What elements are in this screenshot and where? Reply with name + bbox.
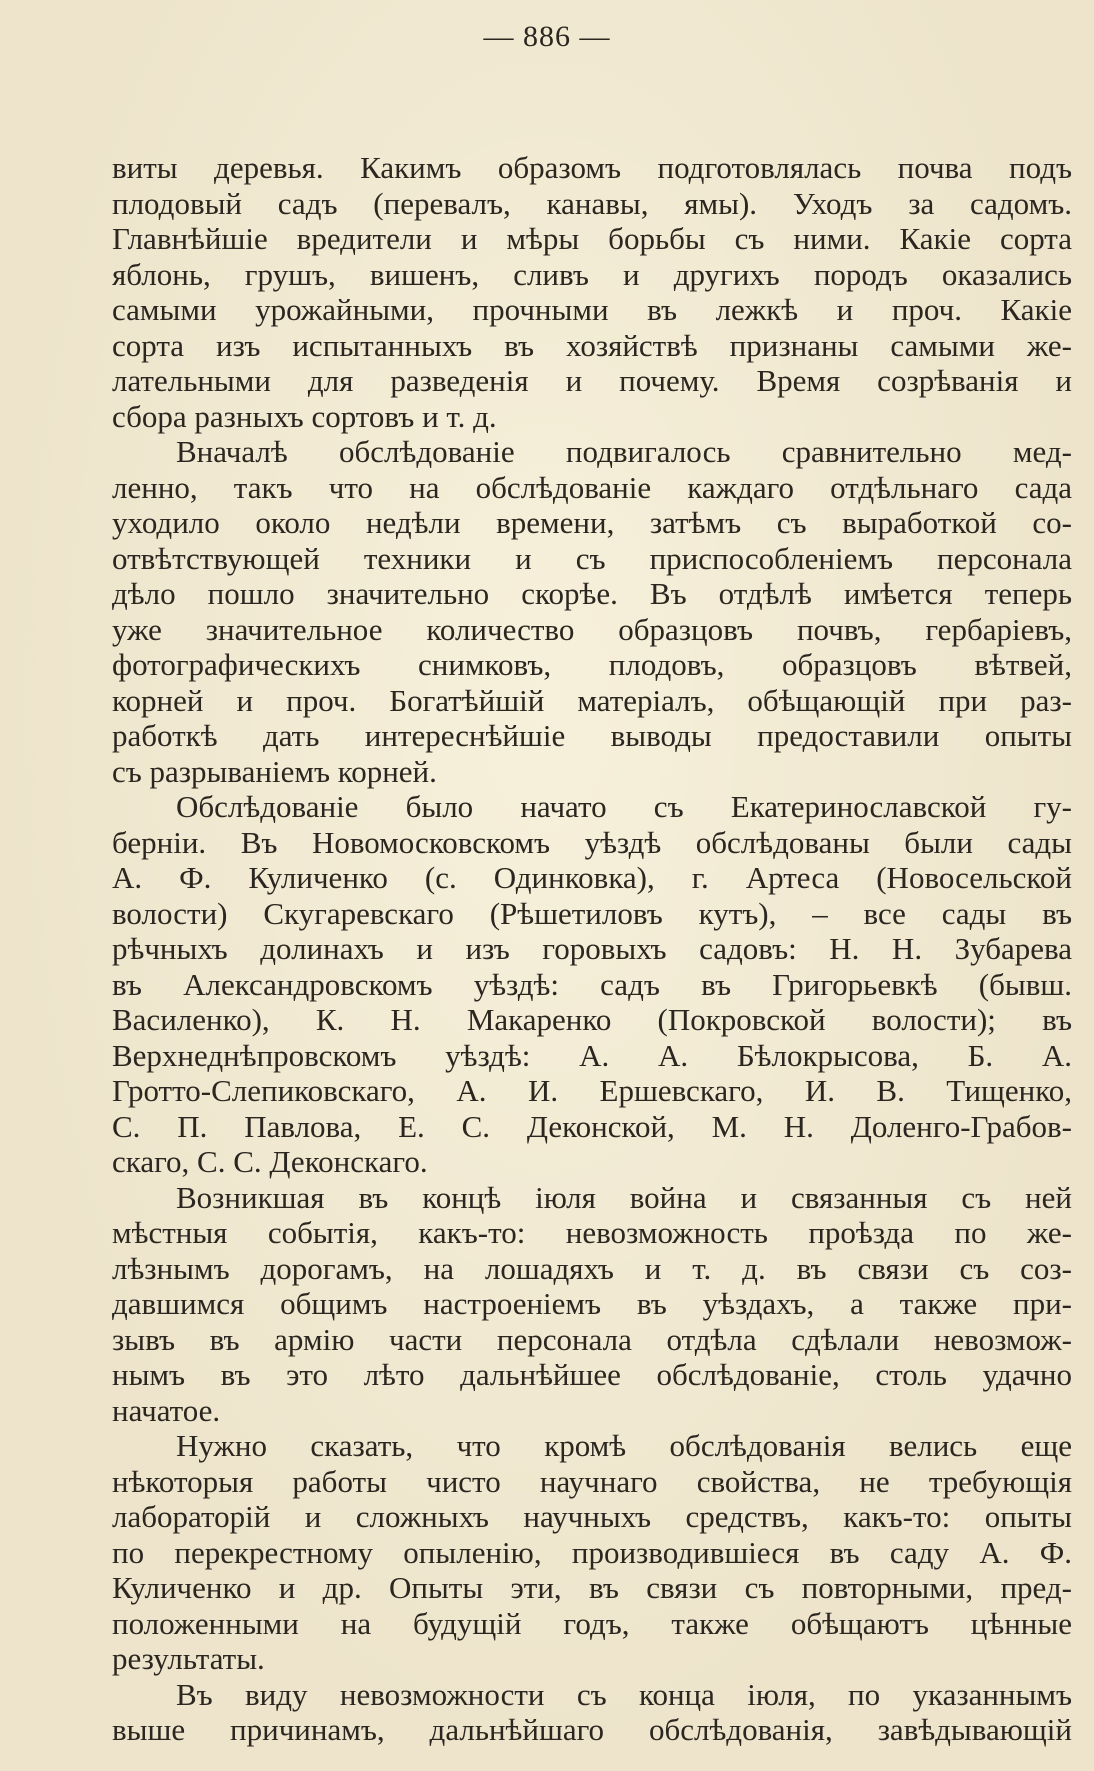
text-line: Въ виду невозможности съ конца іюля, по указаннымъ — [176, 1676, 1072, 1712]
text-line: Верхнеднѣпровскомъ уѣздѣ: А. А. Бѣлокрысова, Б. А. — [112, 1037, 1072, 1073]
text-line: положенными на будущій годъ, также обѣщаютъ цѣнные — [112, 1605, 1072, 1641]
text-line: Нужно сказать, что кромѣ обслѣдованія велись еще — [176, 1428, 1072, 1463]
text-line: сбора разныхъ сортовъ и т. д. — [112, 398, 497, 434]
text-line: дѣло пошло значительно скорѣе. Въ отдѣлѣ имѣется теперь — [112, 576, 1072, 611]
text-line: зывъ въ армію части персонала отдѣла сдѣлали невозмож- — [112, 1321, 1072, 1357]
text-line: съ разрываніемъ корней. — [112, 753, 437, 789]
text-line: лабораторій и сложныхъ научныхъ средствъ, какъ-то: опыты — [112, 1499, 1072, 1534]
text-line: Главнѣйшіе вредители и мѣры борьбы съ ними. Какіе сорта — [112, 221, 1072, 256]
text-line: Возникшая въ концѣ іюля война и связанныя съ ней — [176, 1179, 1072, 1215]
text-line: начатое. — [112, 1392, 221, 1428]
text-line: фотографическихъ снимковъ, плодовъ, образцовъ вѣтвей, — [112, 647, 1072, 682]
text-line: яблонь, грушъ, вишенъ, сливъ и другихъ породъ оказались — [112, 256, 1072, 292]
text-line: работкѣ дать интереснѣйшіе выводы предоставили опыты — [112, 718, 1072, 753]
text-line: уже значительное количество образцовъ почвъ, гербаріевъ, — [112, 611, 1072, 647]
text-line: рѣчныхъ долинахъ и изъ горовыхъ садовъ: Н. Н. Зубарева — [112, 931, 1072, 966]
text-line: виты деревья. Какимъ образомъ подготовлялась почва подъ — [112, 150, 1072, 185]
text-line: нымъ въ это лѣто дальнѣйшее обслѣдованіе, столь удачно — [112, 1357, 1072, 1392]
text-line: С. П. Павлова, Е. С. Деконской, М. Н. Доленго-Грабов- — [112, 1108, 1072, 1144]
page-number: — 886 — — [483, 20, 611, 53]
text-line: Куличенко и др. Опыты эти, въ связи съ повторными, пред- — [112, 1570, 1072, 1605]
text-line: берніи. Въ Новомосковскомъ уѣздѣ обслѣдованы были сады — [112, 824, 1072, 860]
text-line: ленно, такъ что на обслѣдованіе каждаго отдѣльнаго сада — [112, 469, 1072, 505]
text-line: выше причинамъ, дальнѣйшаго обслѣдованія, завѣдывающій — [112, 1712, 1072, 1747]
text-line: сорта изъ испытанныхъ въ хозяйствѣ признаны самыми же- — [112, 327, 1072, 363]
text-line: по перекрестному опыленію, производившіеся въ саду А. Ф. — [112, 1534, 1072, 1570]
text-line: въ Александровскомъ уѣздѣ: садъ въ Григорьевкѣ (бывш. — [112, 966, 1072, 1002]
text-line: результаты. — [112, 1641, 265, 1676]
body-text — [112, 150, 1072, 1748]
text-line: лѣзнымъ дорогамъ, на лошадяхъ и т. д. въ связи съ соз- — [112, 1250, 1072, 1286]
text-line: А. Ф. Куличенко (с. Одинковка), г. Артеса (Новосельской — [112, 860, 1072, 895]
text-line: волости) Скугаревскаго (Рѣшетиловъ кутъ), – все сады въ — [112, 895, 1072, 931]
text-line: отвѣтствующей техники и съ приспособленіемъ персонала — [112, 540, 1072, 576]
text-line: давшимся общимъ настроеніемъ въ уѣздахъ, а также при- — [112, 1286, 1072, 1321]
text-line: Обслѣдованіе было начато съ Екатеринославской гу- — [176, 789, 1072, 824]
text-line: уходило около недѣли времени, затѣмъ съ выработкой со- — [112, 505, 1072, 540]
text-line: Василенко), К. Н. Макаренко (Покровской волости); въ — [112, 1002, 1072, 1037]
text-line: лательными для разведенія и почему. Время созрѣванія и — [112, 363, 1072, 398]
text-line: корней и проч. Богатѣйшій матеріалъ, обѣщающій при раз- — [112, 682, 1072, 718]
text-line: нѣкоторыя работы чисто научнаго свойства, не требующія — [112, 1463, 1072, 1499]
text-line: плодовый садъ (перевалъ, канавы, ямы). Уходъ за садомъ. — [112, 185, 1072, 221]
text-line: Вначалѣ обслѣдованіе подвигалось сравнительно мед- — [176, 434, 1072, 469]
text-line: скаго, С. С. Деконскаго. — [112, 1144, 428, 1179]
text-line: мѣстныя событія, какъ-то: невозможность проѣзда по же- — [112, 1215, 1072, 1250]
text-line: самыми урожайными, прочными въ лежкѣ и проч. Какіе — [112, 292, 1072, 327]
text-line: Гротто-Слепиковскаго, А. И. Ершевскаго, И. В. Тищенко, — [112, 1073, 1072, 1108]
